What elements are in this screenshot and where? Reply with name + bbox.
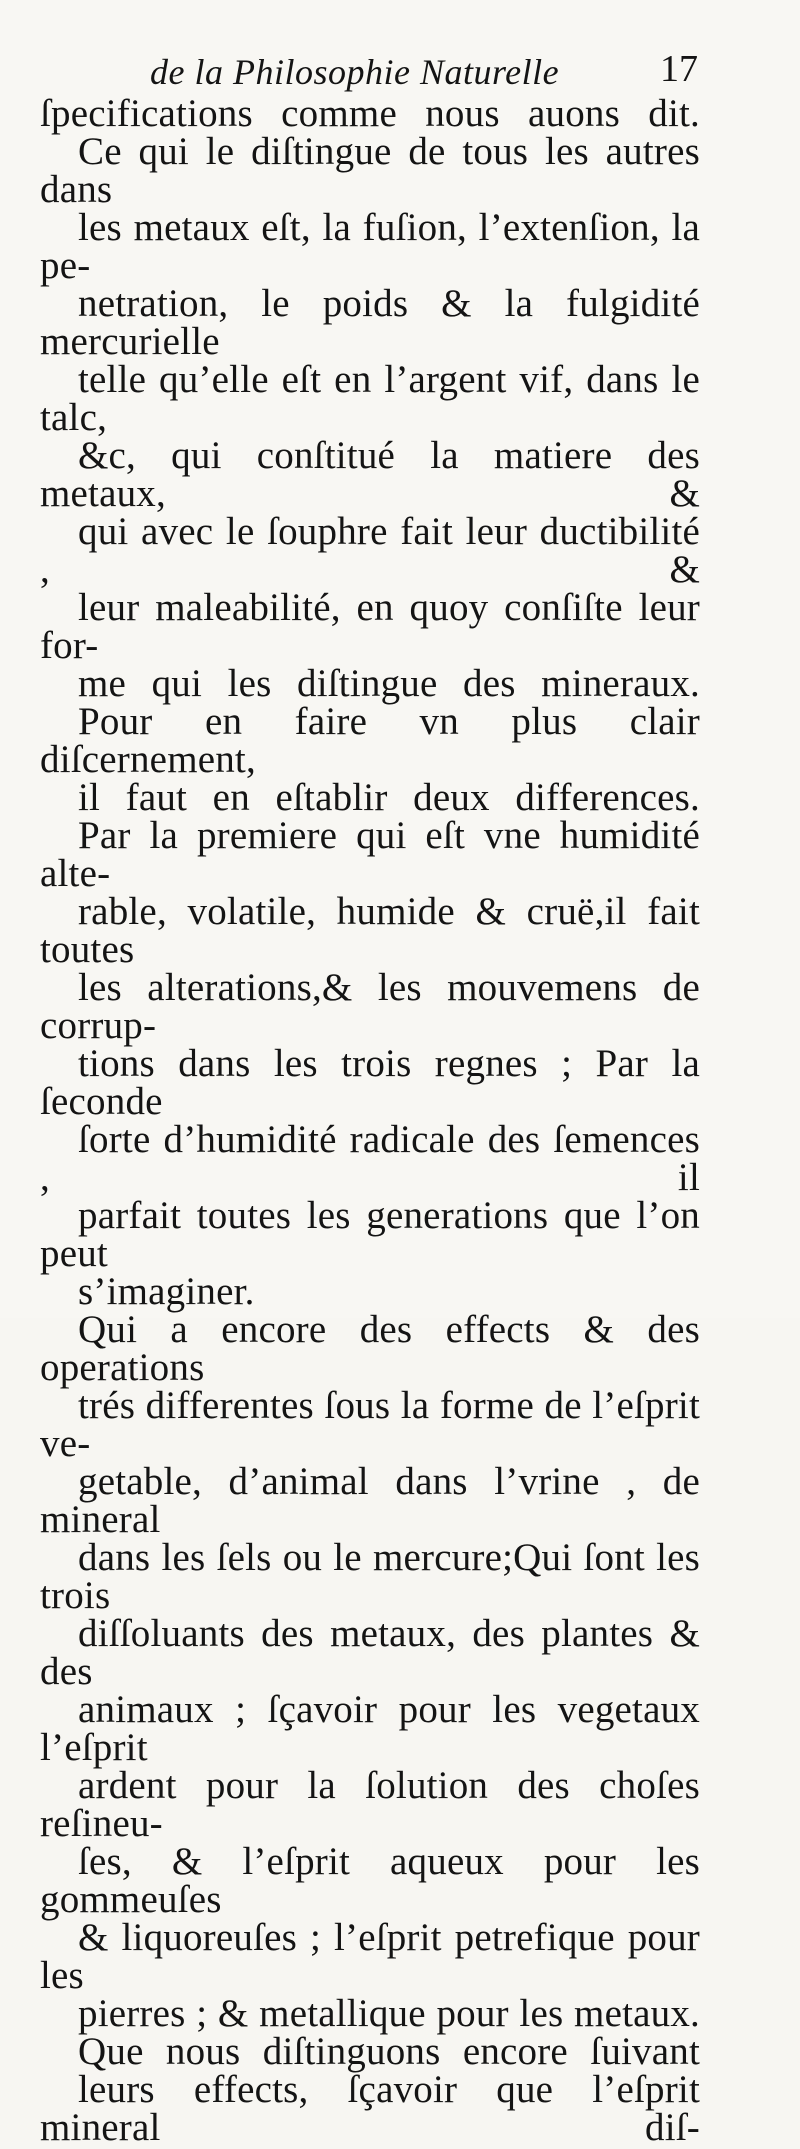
text-line: Ce qui le diſtingue de tous les autres dans — [40, 130, 700, 211]
text-line: rable, volatile, humide & cruë,il fait toutes — [40, 890, 700, 971]
text-line: &c, qui conſtitué la matiere des metaux, & — [40, 434, 700, 515]
running-title: de la Philosophie Naturelle — [150, 52, 560, 92]
paragraph — [40, 130, 700, 705]
text-line: ardent pour la ſolution des choſes reſineu- — [40, 1764, 700, 1845]
text-line: Par la premiere qui eſt vne humidité alte- — [40, 814, 700, 895]
text-line: tions dans les trois regnes ; Par la ſeconde — [40, 1042, 700, 1123]
text-line: Pour en faire vn plus clair diſcernement, — [40, 700, 700, 781]
page-number: 17 — [660, 48, 698, 90]
text-line: trés differentes ſous la forme de l’eſprit ve- — [40, 1384, 700, 1465]
text-line: leurs effects, ſçavoir que l’eſprit mineral diſ- — [40, 2068, 700, 2149]
text-line: qui avec le ſouphre fait leur ductibilité , & — [40, 510, 700, 591]
text-line: & liquoreuſes ; l’eſprit petrefique pour les — [40, 1916, 700, 1997]
text-line: s’imaginer. — [78, 1270, 255, 1313]
paragraph — [40, 700, 700, 819]
text-line: telle qu’elle eſt en l’argent vif, dans le talc, — [40, 358, 700, 439]
text-line: pierres ; & metallique pour les metaux. — [78, 1992, 700, 2035]
text-line: les metaux eſt, la fuſion, l’extenſion, la pe- — [40, 206, 700, 287]
text-line: diſſoluants des metaux, des plantes & des — [40, 1612, 700, 1693]
paragraph — [40, 92, 700, 135]
paragraph — [40, 814, 700, 1313]
text-line: dans les ſels ou le mercure;Qui ſont les trois — [40, 1536, 700, 1617]
paragraph — [40, 2030, 700, 2149]
text-line: me qui les diſtingue des mineraux. — [78, 662, 700, 705]
text-line: animaux ; ſçavoir pour les vegetaux l’eſprit — [40, 1688, 700, 1769]
text-line: parfait toutes les generations que l’on peut — [40, 1194, 700, 1275]
text-line: ſorte d’humidité radicale des ſemences , il — [40, 1118, 700, 1199]
body-text — [40, 92, 700, 2149]
text-line: netration, le poids & la fulgidité mercurielle — [40, 282, 700, 363]
text-line: il faut en eſtablir deux differences. — [78, 776, 700, 819]
paragraph — [40, 1308, 700, 2035]
text-line: les alterations,& les mouvemens de corrup- — [40, 966, 700, 1047]
text-line: ſes, & l’eſprit aqueux pour les gommeuſes — [40, 1840, 700, 1921]
text-line: leur maleabilité, en quoy conſiſte leur for- — [40, 586, 700, 667]
text-line: Que nous diſtinguons encore ſuivant — [78, 2030, 700, 2073]
text-line: Qui a encore des effects & des operations — [40, 1308, 700, 1389]
text-line: ſpecifications comme nous auons dit. — [40, 92, 700, 135]
text-line: getable, d’animal dans l’vrine , de mineral — [40, 1460, 700, 1541]
page-header — [48, 45, 700, 95]
